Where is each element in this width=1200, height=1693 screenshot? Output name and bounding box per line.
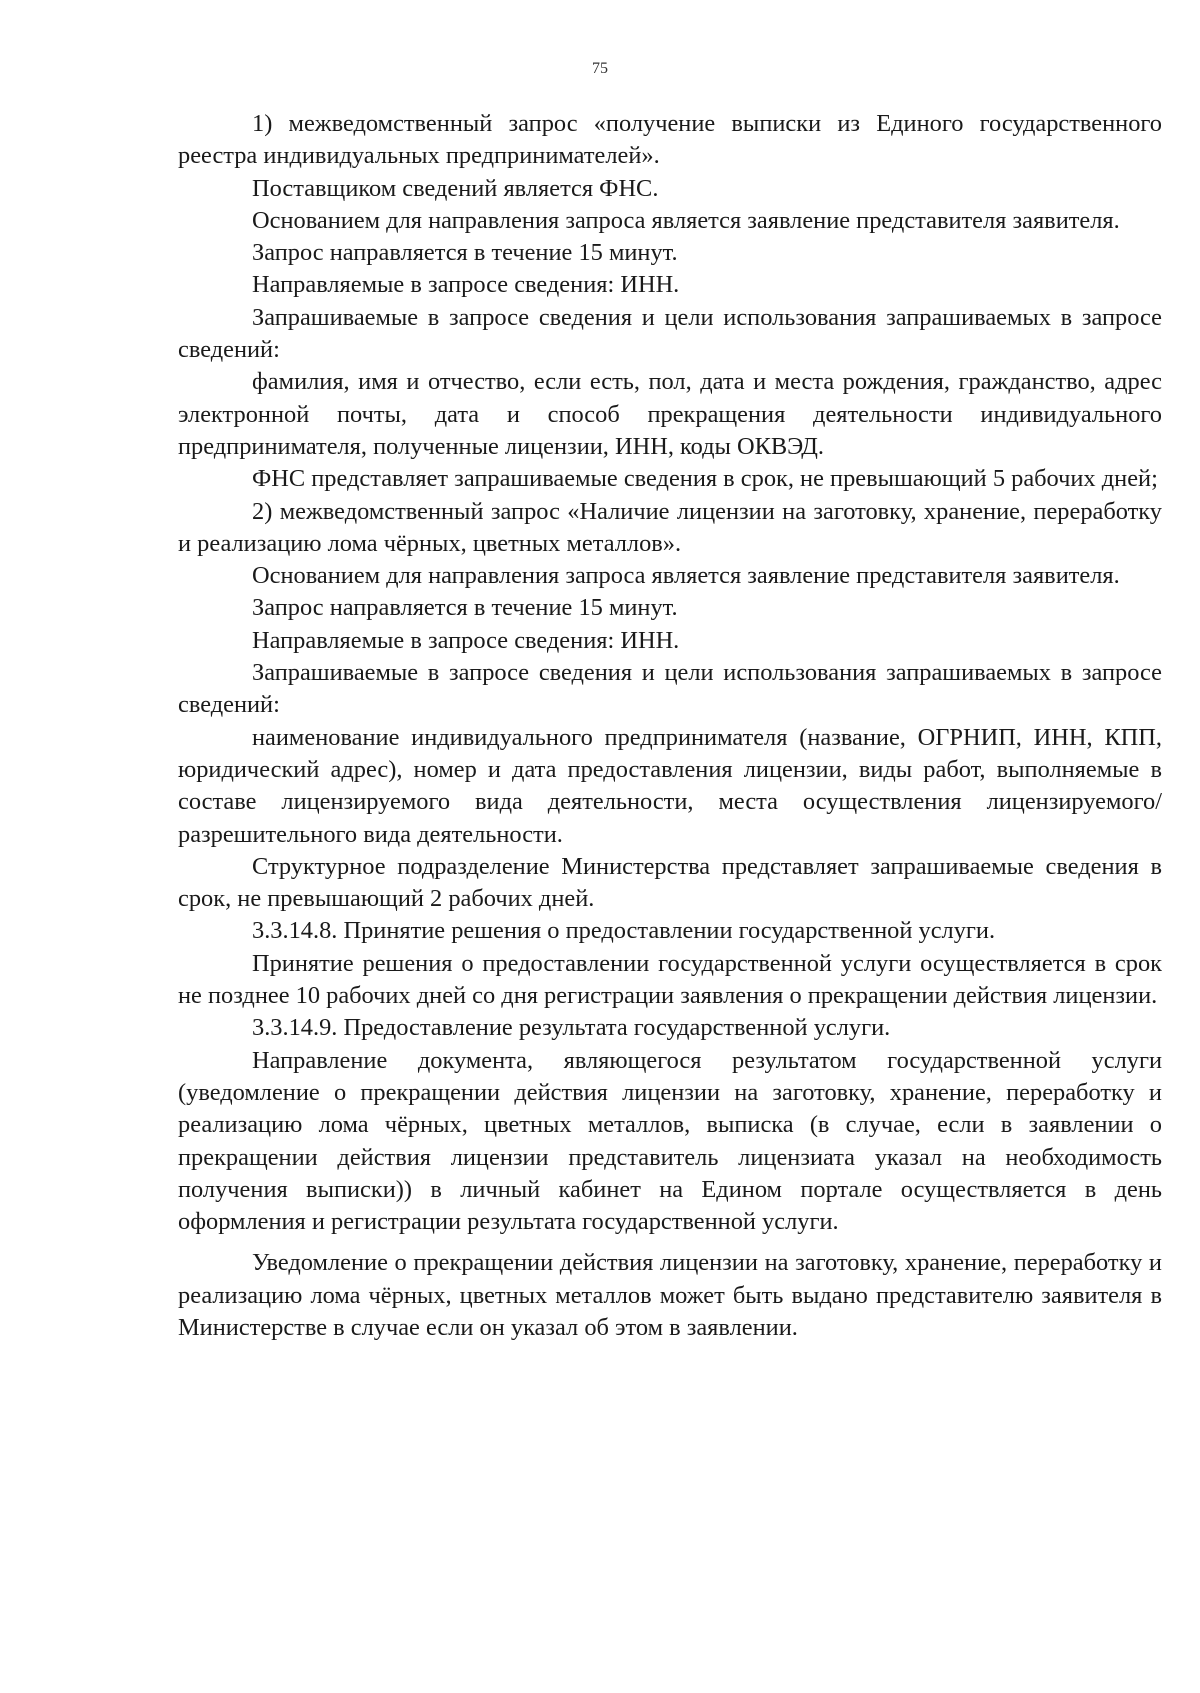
paragraph-requested-data-2: Запрашиваемые в запросе сведения и цели использования запрашиваемых в запросе сведений: xyxy=(178,659,1162,719)
paragraph-basis: Основанием для направления запроса является заявление представителя заявителя. xyxy=(252,206,1120,234)
paragraph-basis-2: Основанием для направления запроса является заявление представителя заявителя. xyxy=(252,562,1120,590)
paragraph-result-delivery: Направление документа, являющегося результатом государственной услуги (уведомление о прекращении действия лицензии на заготовку, хранение, переработку и реализацию лома чёрных, цветных металлов, выписка (в случае, если в заявлении о прекращении действия лицензии представитель лицензиата указал на необходимость получения выписки)) в личный кабинет на Едином портале осуществляется в день оформления и регистрации результата государственной услуги. xyxy=(178,1046,1162,1236)
page-number: 75 xyxy=(592,60,608,77)
paragraph-timing-2: Запрос направляется в течение 15 минут. xyxy=(252,594,678,622)
document-body xyxy=(178,108,1162,1344)
paragraph-sent-data: Направляемые в запросе сведения: ИНН. xyxy=(252,271,680,299)
paragraph-requested-data: Запрашиваемые в запросе сведения и цели использования запрашиваемых в запросе сведений: xyxy=(178,303,1162,364)
section-3-3-14-8-heading: 3.3.14.8. Принятие решения о предоставлении государственной услуги. xyxy=(252,917,996,945)
paragraph-sent-data-2: Направляемые в запросе сведения: ИНН. xyxy=(252,626,680,654)
paragraph-fns-deadline: ФНС представляет запрашиваемые сведения в срок, не превышающий 5 рабочих дней; xyxy=(252,465,1158,493)
paragraph-2-request-header: 2) межведомственный запрос «Наличие лицензии на заготовку, хранение, переработку и реализацию лома чёрных, цветных металлов». xyxy=(178,497,1162,557)
paragraph-provider: Поставщиком сведений является ФНС. xyxy=(252,174,659,202)
paragraph-ministry-deadline: Структурное подразделение Министерства представляет запрашиваемые сведения в срок, не превышающий 2 рабочих дней. xyxy=(178,852,1162,913)
paragraph-1-request-header: 1) межведомственный запрос «получение выписки из Единого государственного реестра индивидуальных предпринимателей». xyxy=(178,110,1162,170)
paragraph-decision-deadline: Принятие решения о предоставлении государственной услуги осуществляется в срок не позднее 10 рабочих дней со дня регистрации заявления о прекращении действия лицензии. xyxy=(178,949,1162,1010)
paragraph-timing: Запрос направляется в течение 15 минут. xyxy=(252,239,678,267)
paragraph-requested-fields-2: наименование индивидуального предпринимателя (название, ОГРНИП, ИНН, КПП, юридический адрес), номер и дата предоставления лицензии, виды работ, выполняемые в составе лицензируемого вида деятельности, места осуществления лицензируемого/разрешительного вида деятельности. xyxy=(178,723,1162,848)
paragraph-requested-fields: фамилия, имя и отчество, если есть, пол, дата и места рождения, гражданство, адрес электронной почты, дата и способ прекращения деятельности индивидуального предпринимателя, полученные лицензии, ИНН, коды ОКВЭД. xyxy=(178,368,1162,460)
paragraph-notification-issue: Уведомление о прекращении действия лицензии на заготовку, хранение, переработку и реализацию лома чёрных, цветных металлов может быть выдано представителю заявителя в Министерстве в случае если он указал об этом в заявлении. xyxy=(178,1249,1162,1341)
section-3-3-14-9-heading: 3.3.14.9. Предоставление результата государственной услуги. xyxy=(252,1014,891,1042)
